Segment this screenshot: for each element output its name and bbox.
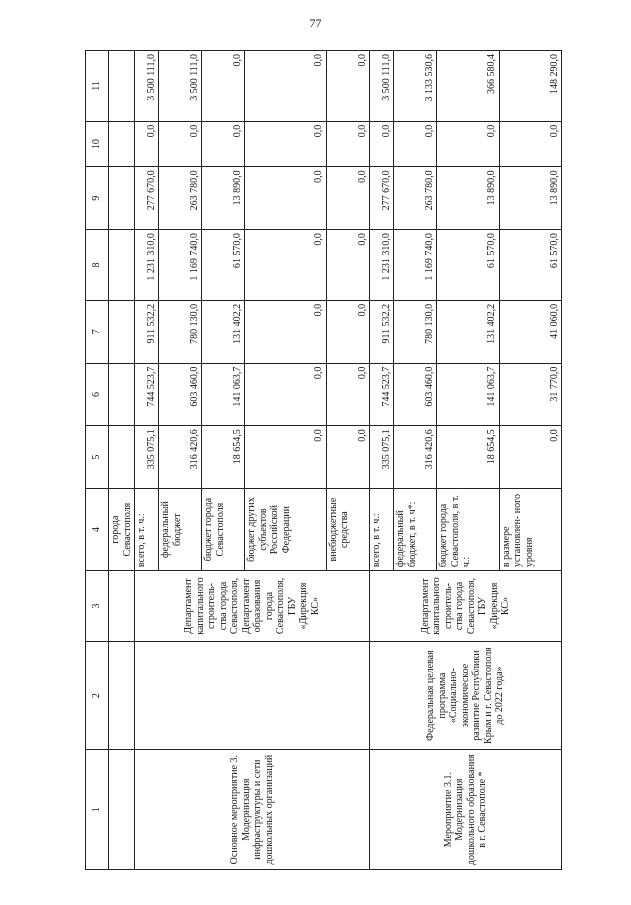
col-header: 6 [86,363,109,426]
value-cell: 0,0 [326,51,369,122]
value-cell: 335 075,1 [135,426,159,489]
value-cell: 141 063,7 [437,363,499,426]
col-header: 8 [86,230,109,301]
executor-cell: Департамент капитального строитель- ства города Севастополя, Департамент образования города Севастополя, ГБУ «Дирекция КС» [135,571,370,642]
value-cell: 41 060,0 [499,300,561,363]
value-cell: 911 532,2 [135,300,159,363]
col-header: 5 [86,426,109,489]
col-header: 3 [86,571,109,642]
col-header: 7 [86,300,109,363]
value-cell: 0,0 [499,426,561,489]
value-cell: 0,0 [326,167,369,230]
value-cell: 0,0 [499,121,561,167]
page-number: 77 [309,16,322,30]
value-cell: 1 231 310,0 [370,230,394,301]
value-cell: 3 500 111,0 [159,51,202,122]
value-cell: 603 460,0 [159,363,202,426]
value-cell: 780 130,0 [394,300,437,363]
value-cell: 0,0 [159,121,202,167]
budget-table [85,50,562,870]
value-cell: 3 133 530,6 [394,51,437,122]
value-cell: 263 780,0 [159,167,202,230]
source-cell: в размере установлен- ного уровня [499,489,561,571]
header-row [86,51,109,870]
value-cell: 31 770,0 [499,363,561,426]
value-cell: 0,0 [326,121,369,167]
continuation-row [109,51,135,870]
col-header: 4 [86,489,109,571]
value-cell: 131 402,2 [437,300,499,363]
value-cell: 141 063,7 [202,363,245,426]
col-header: 2 [86,641,109,749]
value-cell: 0,0 [326,230,369,301]
value-cell: 0,0 [245,167,326,230]
source-cell: федеральный бюджет [159,489,202,571]
source-cell: бюджет города Севастополя [202,489,245,571]
table-row [370,51,394,870]
source-cell: города Севастополя [109,489,135,571]
value-cell: 0,0 [326,363,369,426]
value-cell: 13 890,0 [202,167,245,230]
value-cell: 780 130,0 [159,300,202,363]
value-cell: 3 500 111,0 [370,51,394,122]
value-cell: 0,0 [245,300,326,363]
value-cell: 61 570,0 [437,230,499,301]
value-cell: 603 460,0 [394,363,437,426]
value-cell: 0,0 [394,121,437,167]
executor-cell: Департамент капитального строитель- ства города Севастополя, ГБУ «Дирекция КС» [370,571,562,642]
value-cell: 277 670,0 [370,167,394,230]
program-cell: Федеральная целевая программа «Социально- экономическое развитие Республики Крым и г. Севастополя до 2022 года» [370,641,562,749]
col-header: 11 [86,51,109,122]
source-cell: внебюджетные средства [326,489,369,571]
table-row [135,51,159,870]
value-cell: 0,0 [245,121,326,167]
col-header: 1 [86,750,109,870]
value-cell: 744 523,7 [135,363,159,426]
value-cell: 277 670,0 [135,167,159,230]
value-cell: 0,0 [202,121,245,167]
value-cell: 316 420,6 [159,426,202,489]
value-cell: 335 075,1 [370,426,394,489]
value-cell: 1 169 740,0 [159,230,202,301]
value-cell: 0,0 [202,51,245,122]
value-cell: 13 890,0 [499,167,561,230]
col-header: 9 [86,167,109,230]
value-cell: 0,0 [135,121,159,167]
value-cell: 131 402,2 [202,300,245,363]
value-cell: 263 780,0 [394,167,437,230]
value-cell: 911 532,2 [370,300,394,363]
value-cell: 316 420,6 [394,426,437,489]
value-cell: 13 890,0 [437,167,499,230]
value-cell: 0,0 [326,426,369,489]
value-cell: 0,0 [245,426,326,489]
source-cell: бюджет города Севастополя, в т. ч.: [437,489,499,571]
value-cell: 0,0 [245,230,326,301]
activity-title: Основное мероприятие 3. Модернизация инфраструктуры и сети дошкольных организаций [135,750,370,870]
source-cell: федеральный бюджет, в т. ч*: [394,489,437,571]
value-cell: 3 500 111,0 [135,51,159,122]
value-cell: 18 654,5 [437,426,499,489]
value-cell: 18 654,5 [202,426,245,489]
value-cell: 0,0 [245,363,326,426]
value-cell: 744 523,7 [370,363,394,426]
value-cell: 366 580,4 [437,51,499,122]
value-cell: 1 231 310,0 [135,230,159,301]
value-cell: 0,0 [370,121,394,167]
source-cell: бюджет других субъектов Российской Федерации [245,489,326,571]
value-cell: 0,0 [437,121,499,167]
source-cell: всего, в т. ч.: [370,489,394,571]
value-cell: 1 169 740,0 [394,230,437,301]
col-header: 10 [86,121,109,167]
value-cell: 0,0 [245,51,326,122]
rotated-table-container [85,50,562,870]
source-cell: всего, в т. ч.: [135,489,159,571]
activity-title: Мероприятие 3.1. Модернизация дошкольного образования в г. Севастополе * [370,750,562,870]
value-cell: 61 570,0 [499,230,561,301]
value-cell: 148 290,0 [499,51,561,122]
value-cell: 0,0 [326,300,369,363]
value-cell: 61 570,0 [202,230,245,301]
